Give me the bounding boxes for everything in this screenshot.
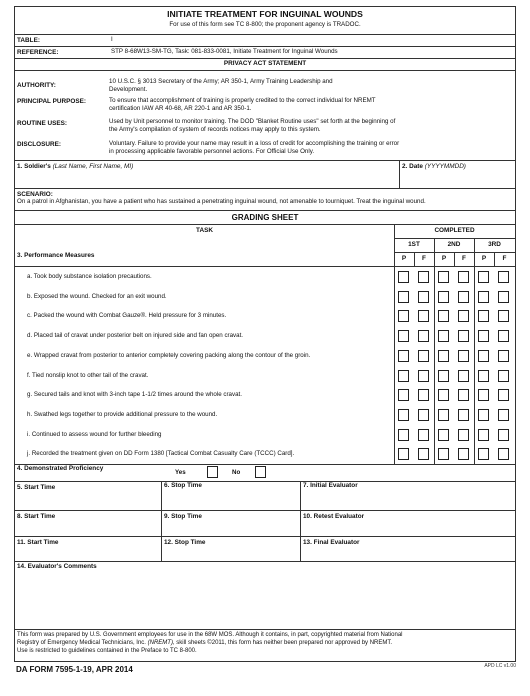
- disclaimer-line2-c: skill sheets ©2011, this form has neither been prepared nor approved by NREMT.: [176, 640, 393, 646]
- fail-checkbox[interactable]: [458, 330, 469, 342]
- attempt-header-2: 2ND: [447, 241, 461, 248]
- fail-checkbox[interactable]: [498, 429, 509, 441]
- purpose-line2: certification IAW AR 40-68, AR 220-1 and AR 350-1.: [109, 105, 252, 112]
- pass-checkbox[interactable]: [438, 370, 449, 382]
- fail-checkbox[interactable]: [498, 389, 509, 401]
- pass-checkbox[interactable]: [478, 389, 489, 401]
- privacy-heading: PRIVACY ACT STATEMENT: [223, 60, 307, 67]
- fail-header: F: [462, 255, 466, 262]
- fail-header: F: [502, 255, 507, 262]
- attempt-divider: [434, 238, 435, 464]
- pass-checkbox[interactable]: [438, 409, 449, 421]
- pass-checkbox[interactable]: [478, 310, 489, 322]
- authority-line2: Development.: [109, 86, 148, 93]
- fail-checkbox[interactable]: [498, 448, 509, 460]
- disclosure-label: DISCLOSURE:: [17, 141, 62, 148]
- disclaimer-line2: [17, 639, 392, 647]
- comments-field[interactable]: [15, 571, 515, 629]
- pass-checkbox[interactable]: [398, 271, 409, 283]
- form-version: APD LC v1.00: [484, 663, 516, 669]
- start-time-2[interactable]: 8. Start Time: [17, 513, 56, 520]
- final-evaluator[interactable]: 13. Final Evaluator: [303, 539, 360, 546]
- pass-checkbox[interactable]: [398, 370, 409, 382]
- fail-checkbox[interactable]: [458, 409, 469, 421]
- fail-checkbox[interactable]: [498, 291, 509, 303]
- purpose-label: PRINCIPAL PURPOSE:: [17, 98, 87, 105]
- fail-checkbox[interactable]: [498, 271, 509, 283]
- fail-checkbox[interactable]: [418, 429, 429, 441]
- authority-line1: 10 U.S.C. § 3013 Secretary of the Army; AR 350-1, Army Training Leadership and: [109, 78, 333, 85]
- stop-time-1[interactable]: 6. Stop Time: [164, 482, 202, 489]
- fail-checkbox[interactable]: [458, 310, 469, 322]
- no-label: No: [232, 469, 241, 476]
- date-hint: (YYYYMMDD): [424, 163, 466, 170]
- scenario-text: On a patrol in Afghanistan, you have a patient who has sustained a penetrating inguinal wound, not amenable to tourniquet. Treat the inguinal wound.: [17, 198, 426, 205]
- attempt-header-1: 1ST: [408, 241, 420, 248]
- attempt-divider: [474, 238, 475, 464]
- disclosure-line1: Voluntary. Failure to provide your name may result in a loss of credit for accomplishing the training or error: [109, 140, 400, 147]
- task-item: e. Wrapped cravat from posterior to anterior completely covering packing along the contour of the groin.: [27, 351, 311, 359]
- retest-evaluator[interactable]: 10. Retest Evaluator: [303, 513, 365, 520]
- start-time-1[interactable]: 5. Start Time: [17, 484, 56, 491]
- fail-header: F: [422, 255, 426, 262]
- disclaimer-line2-a: Registry of Emergency Medical Technicians, Inc.: [17, 640, 146, 646]
- disclaimer-line1: This form was prepared by U.S. Government employees for use in the 68W MOS. Although it contains, in part, copyrighted material from National: [17, 632, 403, 638]
- soldier-hint: (Last Name, First Name, MI): [52, 163, 134, 170]
- fail-checkbox[interactable]: [418, 291, 429, 303]
- proficiency-label: 4. Demonstrated Proficiency: [17, 465, 104, 472]
- fail-checkbox[interactable]: [498, 310, 509, 322]
- no-checkbox[interactable]: [255, 466, 266, 478]
- fail-checkbox[interactable]: [458, 271, 469, 283]
- fail-checkbox[interactable]: [418, 409, 429, 421]
- fail-checkbox[interactable]: [458, 389, 469, 401]
- pass-checkbox[interactable]: [478, 330, 489, 342]
- attempt-header-3: 3RD: [488, 241, 501, 248]
- pass-checkbox[interactable]: [438, 389, 449, 401]
- training-form: [14, 6, 516, 662]
- fail-checkbox[interactable]: [418, 350, 429, 362]
- pass-checkbox[interactable]: [478, 271, 489, 283]
- form-title: INITIATE TREATMENT FOR INGUINAL WOUNDS: [167, 9, 363, 19]
- performance-label: 3. Performance Measures: [17, 252, 95, 259]
- pass-header: P: [481, 255, 487, 262]
- soldier-label: 1. Soldier's: [17, 163, 51, 170]
- task-item: j. Recorded the treatment given on DD Form 1380 [Tactical Combat Casualty Care (TCCC) Card].: [27, 450, 295, 458]
- task-item: c. Packed the wound with Combat Gauze®. Held pressure for 3 minutes.: [27, 312, 227, 320]
- fail-checkbox[interactable]: [498, 330, 509, 342]
- soldier-field[interactable]: [17, 163, 133, 170]
- disclosure-line2: in processing applicable favorable personnel actions. For Official Use Only.: [109, 148, 315, 155]
- completed-header: COMPLETED: [434, 227, 475, 234]
- pass-checkbox[interactable]: [478, 409, 489, 421]
- reference-label: REFERENCE:: [17, 49, 59, 56]
- fail-checkbox[interactable]: [498, 370, 509, 382]
- fail-checkbox[interactable]: [498, 409, 509, 421]
- task-item: b. Exposed the wound. Checked for an exit wound.: [27, 292, 167, 300]
- pass-checkbox[interactable]: [398, 310, 409, 322]
- table-label: TABLE:: [17, 37, 40, 44]
- task-header: TASK: [196, 227, 213, 234]
- pass-checkbox[interactable]: [398, 330, 409, 342]
- task-item: h. Swathed legs together to provide additional pressure to the wound.: [27, 410, 218, 418]
- form-subtitle: For use of this form see TC 8-800; the proponent agency is TRADOC.: [169, 21, 361, 28]
- fail-checkbox[interactable]: [418, 448, 429, 460]
- pass-checkbox[interactable]: [478, 429, 489, 441]
- fail-checkbox[interactable]: [458, 350, 469, 362]
- date-label: 2. Date: [402, 163, 423, 170]
- scenario-label: SCENARIO:: [17, 191, 53, 198]
- routine-line1: Used by Unit personnel to monitor training. The DOD "Blanket Routine uses" set forth at the beginning of: [109, 118, 396, 125]
- pass-checkbox[interactable]: [438, 291, 449, 303]
- pass-checkbox[interactable]: [398, 448, 409, 460]
- disclaimer-line2-b: (NREMT),: [147, 640, 175, 646]
- pass-checkbox[interactable]: [438, 429, 449, 441]
- task-item: a. Took body substance isolation precautions.: [27, 273, 152, 280]
- pass-checkbox[interactable]: [398, 429, 409, 441]
- fail-checkbox[interactable]: [498, 350, 509, 362]
- stop-time-2[interactable]: 9. Stop Time: [164, 513, 202, 520]
- authority-label: AUTHORITY:: [17, 82, 56, 89]
- fail-checkbox[interactable]: [418, 330, 429, 342]
- fail-checkbox[interactable]: [458, 429, 469, 441]
- purpose-line1: To ensure that accomplishment of training is properly credited to the correct individual for NREMT: [109, 97, 376, 104]
- pass-checkbox[interactable]: [398, 291, 409, 303]
- reference-value: STP 8-68W13-SM-TG, Task: 081-833-0081, Initiate Treatment for Inguinal Wounds: [111, 48, 338, 55]
- fail-checkbox[interactable]: [418, 310, 429, 322]
- fail-checkbox[interactable]: [458, 370, 469, 382]
- start-time-3[interactable]: 11. Start Time: [17, 539, 59, 546]
- yes-label: Yes: [175, 469, 186, 476]
- fail-checkbox[interactable]: [418, 370, 429, 382]
- form-number: DA FORM 7595-1-19, APR 2014: [16, 665, 133, 674]
- comments-label: 14. Evaluator's Comments: [17, 563, 97, 570]
- task-item: i. Continued to assess wound for further bleeding: [27, 430, 162, 438]
- pass-header: P: [401, 255, 407, 262]
- task-item: d. Placed tail of cravat under posterior belt on injured side and fan open cravat.: [27, 332, 244, 340]
- pass-checkbox[interactable]: [438, 330, 449, 342]
- routine-label: ROUTINE USES:: [17, 120, 68, 127]
- disclaimer-line3: Use is restricted to guidelines contained in the Preface to TC 8-800.: [17, 648, 197, 654]
- fail-checkbox[interactable]: [458, 448, 469, 460]
- task-item: f. Tied nonslip knot to other tail of the cravat.: [27, 371, 149, 379]
- pass-checkbox[interactable]: [438, 350, 449, 362]
- initial-evaluator[interactable]: 7. Initial Evaluator: [303, 482, 358, 489]
- pass-checkbox[interactable]: [478, 448, 489, 460]
- stop-time-3[interactable]: 12. Stop Time: [164, 539, 206, 546]
- pass-checkbox[interactable]: [438, 448, 449, 460]
- pass-checkbox[interactable]: [398, 409, 409, 421]
- pass-header: P: [441, 255, 447, 262]
- fail-checkbox[interactable]: [458, 291, 469, 303]
- pass-checkbox[interactable]: [438, 271, 449, 283]
- task-item: g. Secured tails and knot with 3-inch tape 1-1/2 times around the whole cravat.: [27, 391, 242, 399]
- pass-checkbox[interactable]: [398, 350, 409, 362]
- pass-checkbox[interactable]: [478, 370, 489, 382]
- fail-checkbox[interactable]: [418, 389, 429, 401]
- pass-checkbox[interactable]: [478, 350, 489, 362]
- grading-title: GRADING SHEET: [231, 213, 299, 222]
- pass-checkbox[interactable]: [398, 389, 409, 401]
- table-value[interactable]: I: [111, 36, 113, 43]
- fail-checkbox[interactable]: [418, 271, 429, 283]
- yes-checkbox[interactable]: [207, 466, 218, 478]
- pass-checkbox[interactable]: [438, 310, 449, 322]
- routine-line2: the Army's compilation of system of records notices may apply to this system.: [109, 126, 321, 133]
- pass-checkbox[interactable]: [478, 291, 489, 303]
- date-field[interactable]: [402, 163, 466, 170]
